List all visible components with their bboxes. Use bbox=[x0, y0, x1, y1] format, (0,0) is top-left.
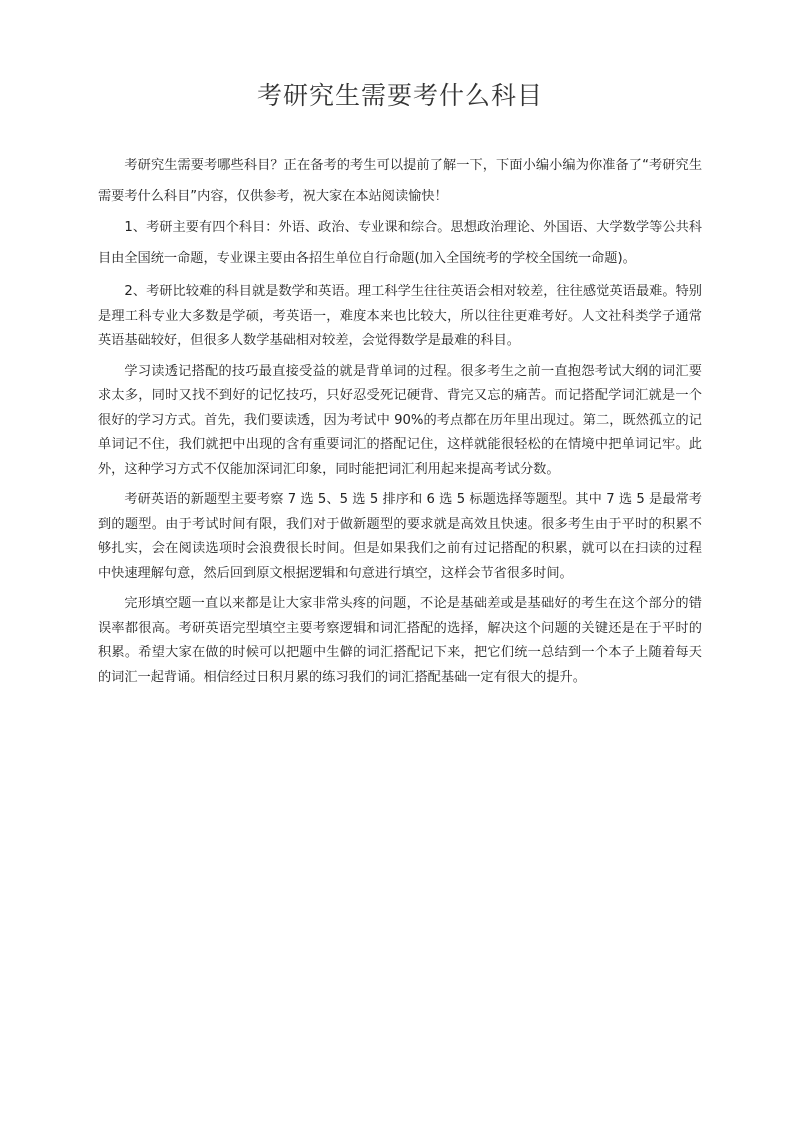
document-body bbox=[98, 150, 702, 690]
paragraph-new-question-types: 考研英语的新题型主要考察 7 选 5、5 选 5 排序和 6 选 5 标题选择等题型。其中 7 选 5 是最常考到的题型。由于考试时间有限，我们对于做新题型的要求就是高效且快速。很多考生由于平时的积累不够扎实，会在阅读选项时会浪费很长时间。但是如果我们之前有过记搭配的积累，就可以在扫读的过程中快速理解句意，然后回到原文根据逻辑和句意进行填空，这样会节省很多时间。 bbox=[98, 492, 702, 581]
paragraph-intro: 考研究生需要考哪些科目？正在备考的考生可以提前了解一下，下面小编小编为你准备了“考研究生需要考什么科目”内容，仅供参考，祝大家在本站阅读愉快！ bbox=[98, 158, 702, 204]
paragraph-difficulty: 2、考研比较难的科目就是数学和英语。理工科学生往往英语会相对较差，往往感觉英语最难。特别是理工科专业大多数是学硕，考英语一，难度本来也比较大，所以往往更难考好。人文社科类学子通常英语基础较好，但很多人数学基础相对较差，会觉得数学是最难的科目。 bbox=[98, 284, 702, 348]
document-title: 考研究生需要考什么科目 bbox=[256, 81, 543, 110]
paragraph-vocabulary: 学习读透记搭配的技巧最直接受益的就是背单词的过程。很多考生之前一直抱怨考试大纲的词汇要求太多，同时又找不到好的记忆技巧，只好忍受死记硬背、背完又忘的痛苦。而记搭配学词汇就是一个很好的学习方式。首先，我们要读透，因为考试中 90%的考点都在历年里出现过。第二，既然孤立的记单词记不住，我们就把中出现的含有重要词汇的搭配记住，这样就能很轻松的在情境中把单词记牢。此外，这种学习方式不仅能加深词汇印象，同时能把词汇利用起来提高考试分数。 bbox=[98, 363, 702, 477]
paragraph-cloze: 完形填空题一直以来都是让大家非常头疼的问题，不论是基础差或是基础好的考生在这个部分的错误率都很高。考研英语完型填空主要考察逻辑和词汇搭配的选择，解决这个问题的关键还是在于平时的积累。希望大家在做的时候可以把题中生僻的词汇搭配记下来，把它们统一总结到一个本子上随着每天的词汇一起背诵。相信经过日积月累的练习我们的词汇搭配基础一定有很大的提升。 bbox=[98, 596, 702, 685]
paragraph-subjects: 1、考研主要有四个科目：外语、政治、专业课和综合。思想政治理论、外国语、大学数学等公共科目由全国统一命题，专业课主要由各招生单位自行命题(加入全国统考的学校全国统一命题)。 bbox=[98, 220, 702, 266]
